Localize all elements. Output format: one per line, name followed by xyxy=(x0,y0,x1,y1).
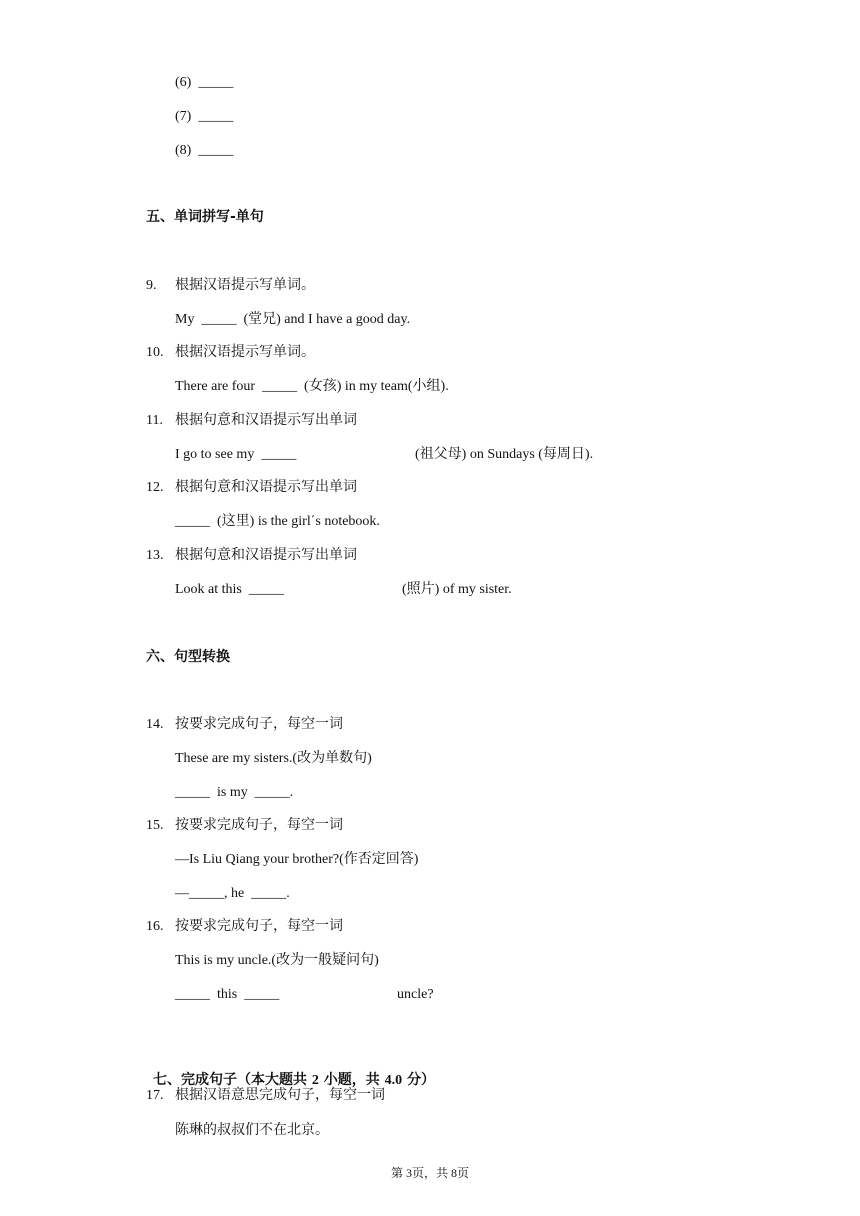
section-title-complete-sentences xyxy=(146,1053,435,1090)
question-number: 15. xyxy=(146,818,164,833)
question-prompt: 根据汉语提示写单词。 xyxy=(175,345,315,360)
question-number: 13. xyxy=(146,548,164,563)
question-number: 12. xyxy=(146,480,164,495)
question-prompt: 按要求完成句子，每空一词 xyxy=(175,717,343,732)
question-prompt: 按要求完成句子，每空一词 xyxy=(175,818,343,833)
question-sentence: _____ (这里) is the girl΄s notebook. xyxy=(175,514,380,529)
answer-blanks: _____ is my _____. xyxy=(175,785,294,800)
section-title-part: 七、完成句子（本大题共 xyxy=(153,1072,312,1088)
answer-line-6: (6) _____ xyxy=(175,75,234,90)
question-number: 9. xyxy=(146,278,157,293)
question-number: 16. xyxy=(146,919,164,934)
question-number: 17. xyxy=(146,1088,164,1103)
question-sentence: There are four _____ (女孩) in my team(小组). xyxy=(175,379,449,394)
question-number: 10. xyxy=(146,345,164,360)
question-sentence-end: (祖父母) on Sundays (每周日). xyxy=(415,447,594,462)
question-sentence-start: I go to see my _____ xyxy=(175,447,297,462)
section-title-part: 分） xyxy=(402,1072,435,1088)
question-sentence: —Is Liu Qiang your brother?(作否定回答) xyxy=(175,852,419,867)
question-sentence-start: Look at this _____ xyxy=(175,582,284,597)
section-score: 4.0 xyxy=(384,1073,403,1088)
question-sentence: My _____ (堂兄) and I have a good day. xyxy=(175,312,411,327)
question-prompt: 根据句意和汉语提示写出单词 xyxy=(175,480,357,495)
question-prompt: 按要求完成句子，每空一词 xyxy=(175,919,343,934)
section-title-spelling: 五、单词拼写-单句 xyxy=(146,209,264,225)
question-prompt: 根据句意和汉语提示写出单词 xyxy=(175,548,357,563)
answer-blanks-start: _____ this _____ xyxy=(175,987,280,1002)
question-number: 14. xyxy=(146,717,164,732)
answer-blanks: —_____, he _____. xyxy=(175,886,290,901)
question-prompt: 根据句意和汉语提示写出单词 xyxy=(175,413,357,428)
page-footer: 第 3页，共 8页 xyxy=(390,1166,469,1180)
question-sentence: These are my sisters.(改为单数句) xyxy=(175,751,372,766)
question-prompt: 根据汉语意思完成句子，每空一词 xyxy=(175,1088,385,1103)
section-title-part: 小题，共 xyxy=(318,1072,385,1088)
question-sentence: This is my uncle.(改为一般疑问句) xyxy=(175,953,379,968)
answer-blanks-end: uncle? xyxy=(397,987,434,1002)
question-number: 11. xyxy=(146,413,163,428)
section-question-count: 2 xyxy=(311,1073,319,1088)
answer-line-8: (8) _____ xyxy=(175,143,234,158)
question-sentence-end: (照片) of my sister. xyxy=(402,582,512,597)
question-prompt: 根据汉语提示写单词。 xyxy=(175,278,315,293)
question-sentence: 陈琳的叔叔们不在北京。 xyxy=(175,1123,329,1138)
section-title-sentence-transform: 六、句型转换 xyxy=(146,649,230,665)
answer-line-7: (7) _____ xyxy=(175,109,234,124)
